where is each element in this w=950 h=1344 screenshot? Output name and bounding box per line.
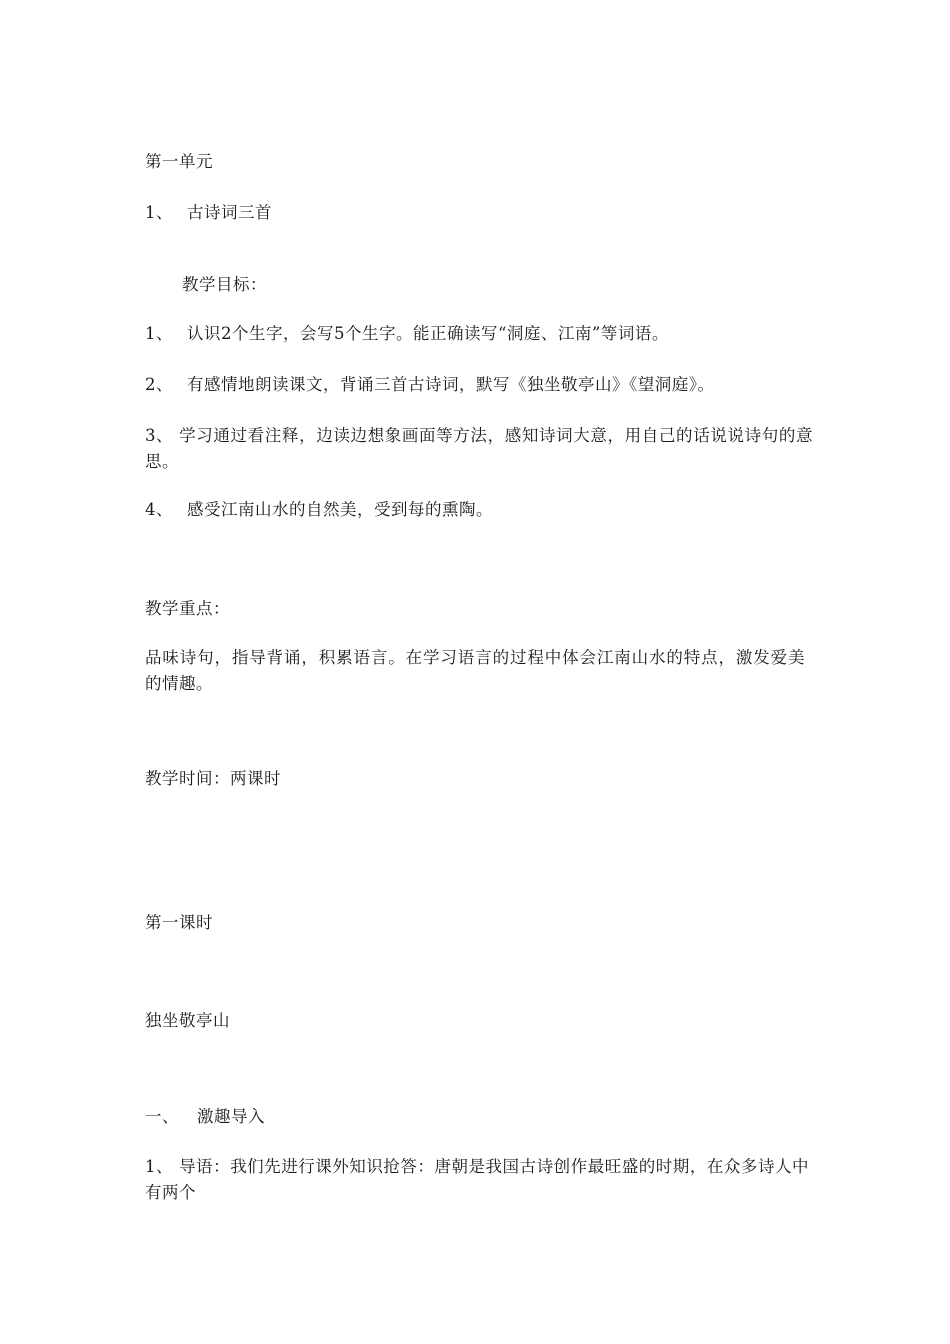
objective-number: 3、 [145, 426, 173, 445]
section-one-heading [145, 1104, 815, 1130]
objective-item-2 [145, 372, 815, 398]
teaching-time: 教学时间：两课时 [145, 769, 281, 788]
lesson-title: 古诗词三首 [187, 203, 272, 222]
key-points-text: 品味诗句，指导背诵，积累语言。在学习语言的过程中体会江南山水的特点，激发爱美的情趣。 [145, 648, 805, 693]
intro-number: 1、 [145, 1157, 173, 1176]
intro-text: 导语：我们先进行课外知识抢答：唐朝是我国古诗创作最旺盛的时期，在众多诗人中有两个 [145, 1157, 809, 1202]
objective-text: 认识2个生字，会写5个生字。能正确读写“洞庭、江南”等词语。 [187, 324, 669, 343]
objective-item-3 [145, 423, 813, 475]
objectives-heading: 教学目标： [182, 275, 267, 294]
key-points-heading: 教学重点： [145, 599, 230, 618]
objective-text: 感受江南山水的自然美，受到每的熏陶。 [187, 500, 493, 519]
objective-item-4 [145, 497, 815, 523]
lesson-heading [145, 200, 815, 226]
poem-title: 独坐敬亭山 [145, 1011, 230, 1030]
section-number: 一、 [145, 1107, 179, 1126]
objective-text: 有感情地朗读课文，背诵三首古诗词，默写《独坐敬亭山》《望洞庭》。 [187, 375, 715, 394]
unit-title: 第一单元 [145, 152, 213, 171]
objective-number: 4、 [145, 500, 173, 519]
intro-item-1 [145, 1154, 809, 1206]
section-title: 激趣导入 [197, 1107, 265, 1126]
objective-item-1 [145, 321, 815, 347]
objective-text: 学习通过看注释，边读边想象画面等方法，感知诗词大意，用自己的话说说诗句的意思。 [145, 426, 813, 471]
objective-number: 2、 [145, 375, 173, 394]
first-period-heading: 第一课时 [145, 913, 213, 932]
objective-number: 1、 [145, 324, 173, 343]
lesson-number: 1、 [145, 203, 173, 222]
